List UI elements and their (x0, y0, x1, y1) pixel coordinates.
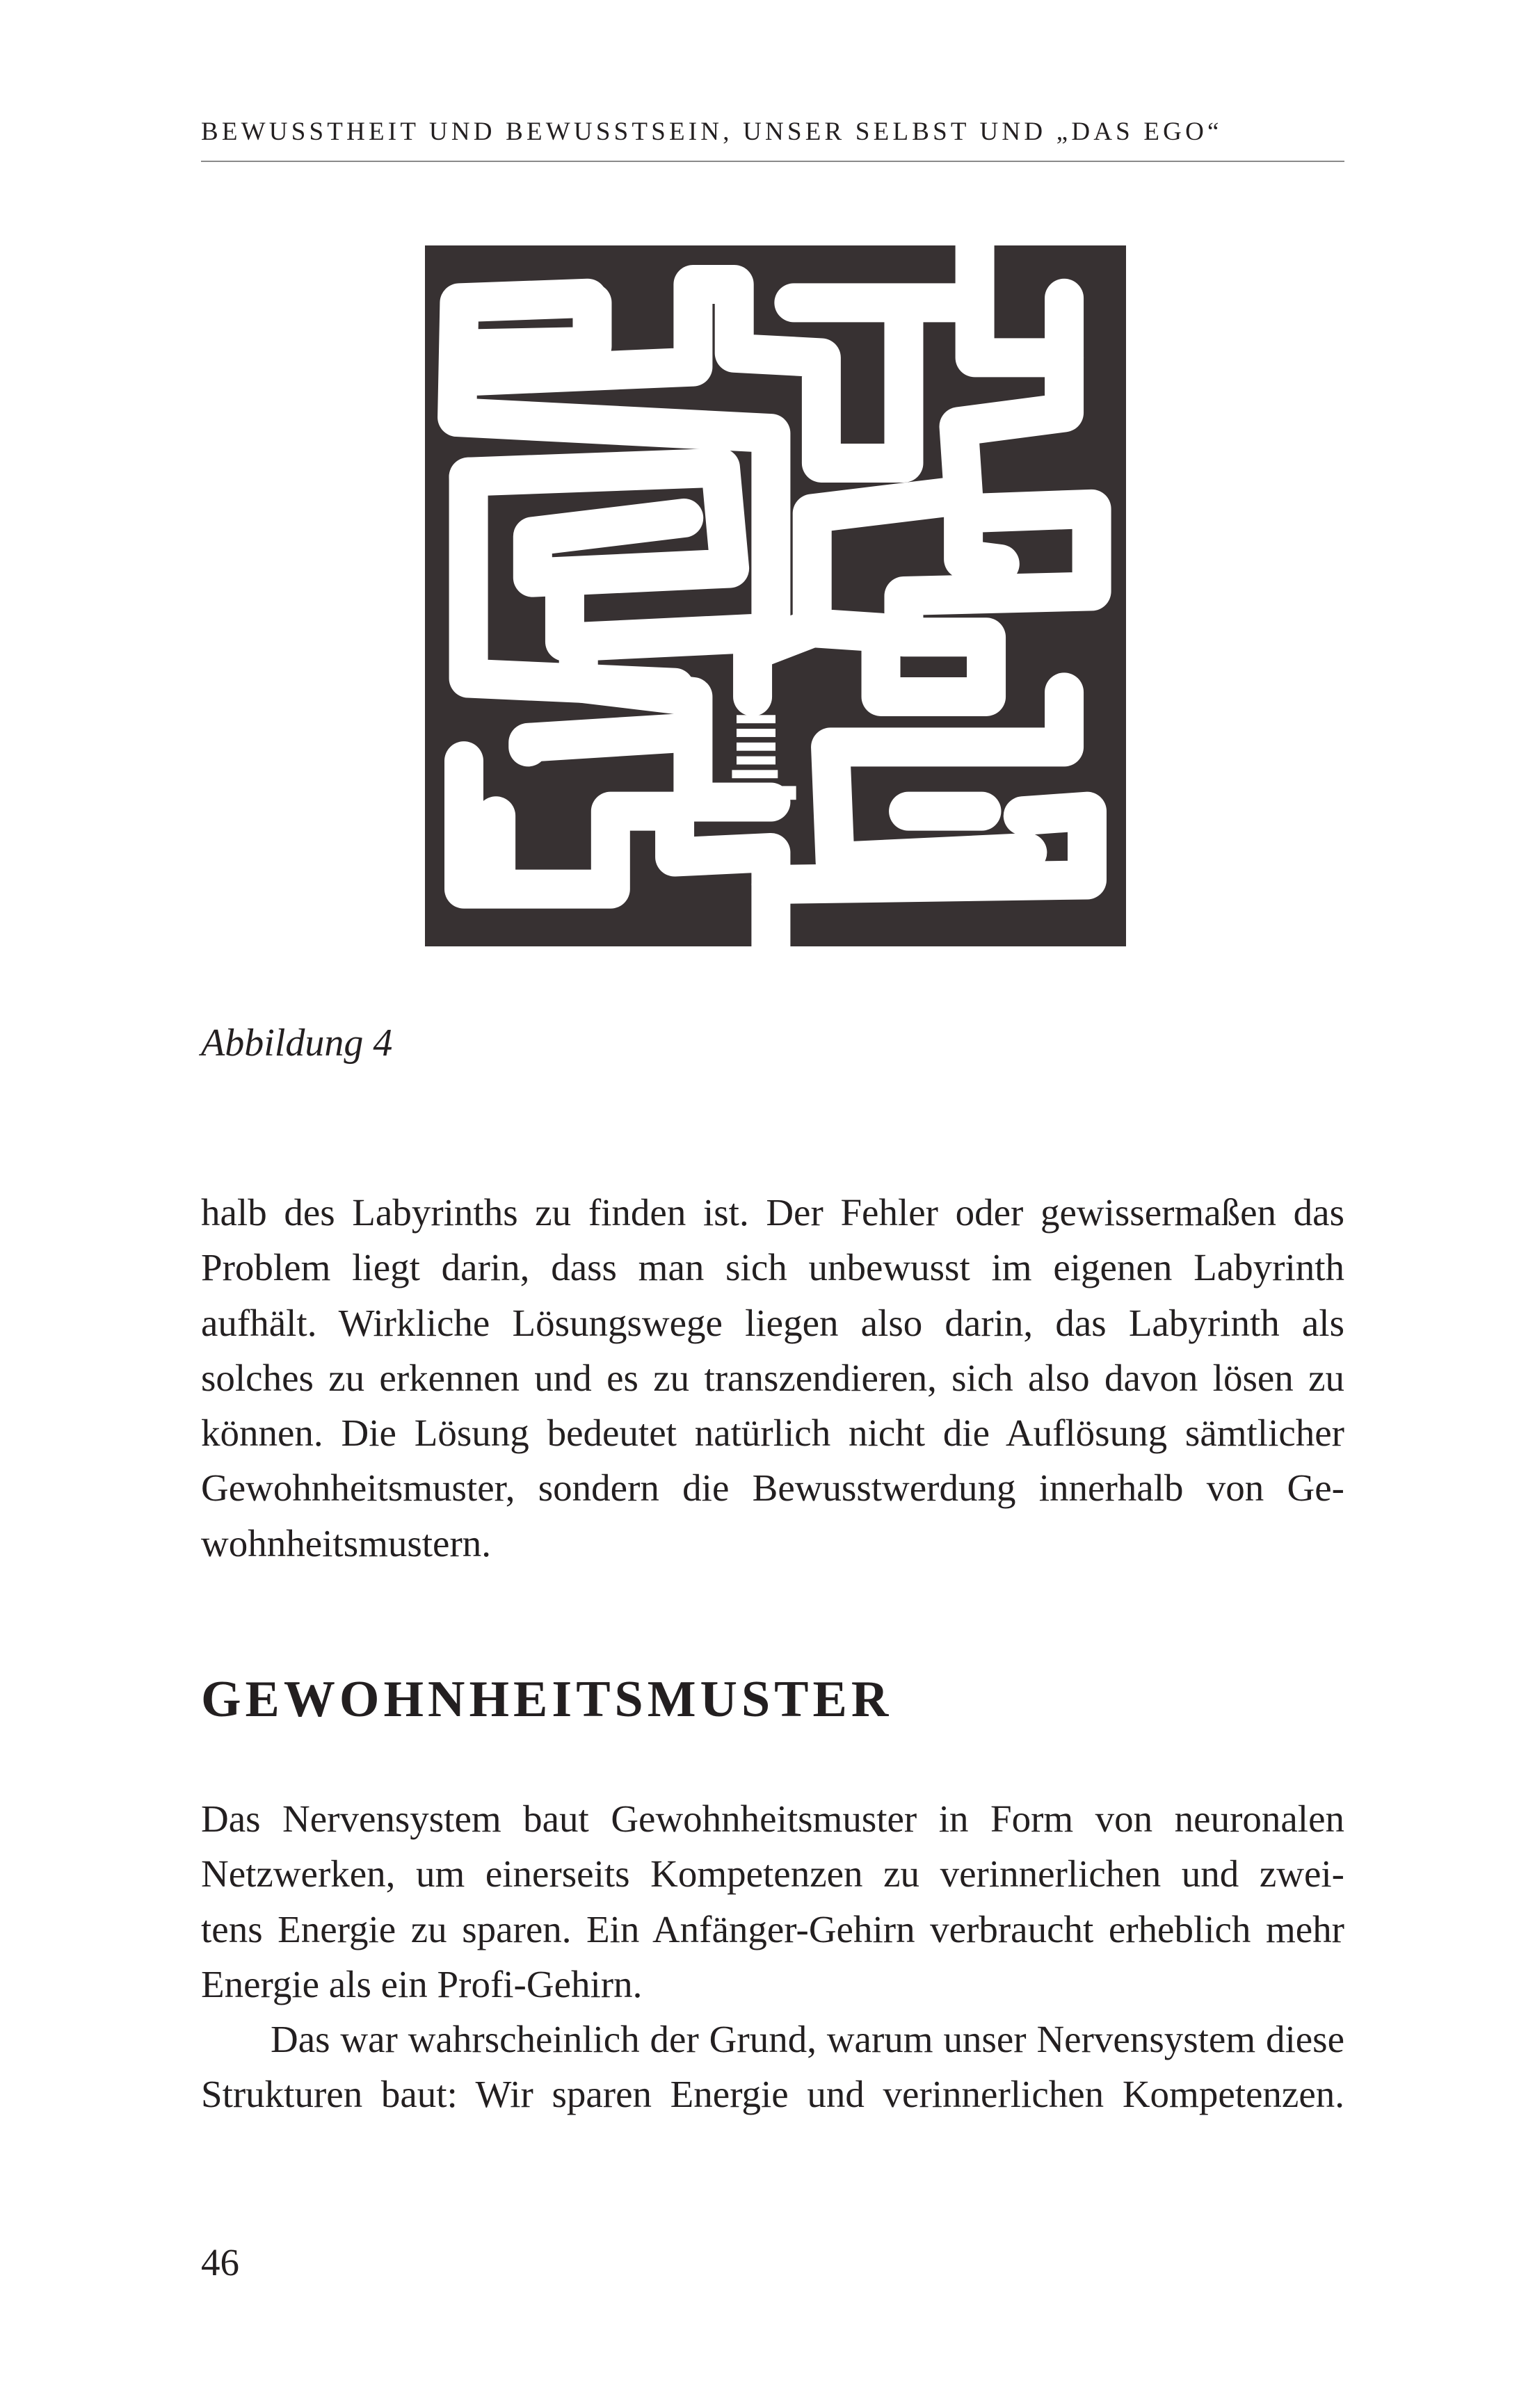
text-line: können. Die Lösung bedeutet natürlich nicht die Auflösung sämtlicher (201, 1412, 1344, 1455)
header-divider (201, 161, 1344, 162)
paragraph (201, 1791, 1344, 2122)
figure-caption: Abbildung 4 (201, 1021, 393, 1065)
text-line: Problem liegt darin, dass man sich unbewusst im eigenen Labyrinth (201, 1246, 1344, 1289)
maze-path (528, 734, 675, 748)
text-line: Gewohnheitsmuster, sondern die Bewusstwerdung innerhalb von Ge- (201, 1466, 1344, 1510)
text-line: Energie als ein Profi-Gehirn. (201, 1962, 643, 2005)
running-header: BEWUSSTHEIT UND BEWUSSTSEIN, UNSER SELBST UND „DAS EGO“ (201, 118, 1223, 146)
labyrinth-illustration (425, 245, 1126, 946)
text-line: tens Energie zu sparen. Ein Anfänger-Gehirn verbraucht erheblich mehr (201, 1907, 1344, 1950)
page-number: 46 (201, 2241, 239, 2284)
section-heading: GEWOHNHEITSMUSTER (201, 1671, 893, 1728)
text-line: Netzwerken, um einerseits Kompetenzen zu verinnerlichen und zwei- (201, 1852, 1344, 1896)
text-line: Das war wahrscheinlich der Grund, warum unser Nervensystem diese (271, 2018, 1344, 2061)
text-line: aufhält. Wirkliche Lösungswege liegen also darin, das Labyrinth als (201, 1301, 1344, 1344)
text-line: Strukturen baut: Wir sparen Energie und verinnerlichen Kompetenzen. (201, 2073, 1344, 2116)
text-line: Das Nervensystem baut Gewohnheitsmuster in Form von neuronalen (201, 1797, 1344, 1840)
text-line: halb des Labyrinths zu finden ist. Der Fehler oder gewissermaßen das (201, 1191, 1344, 1234)
text-line: solches zu erkennen und es zu transzendieren, sich also davon lösen zu (201, 1356, 1344, 1399)
text-line: wohnheitsmustern. (201, 1521, 492, 1565)
paragraph-continued (201, 1185, 1344, 1571)
